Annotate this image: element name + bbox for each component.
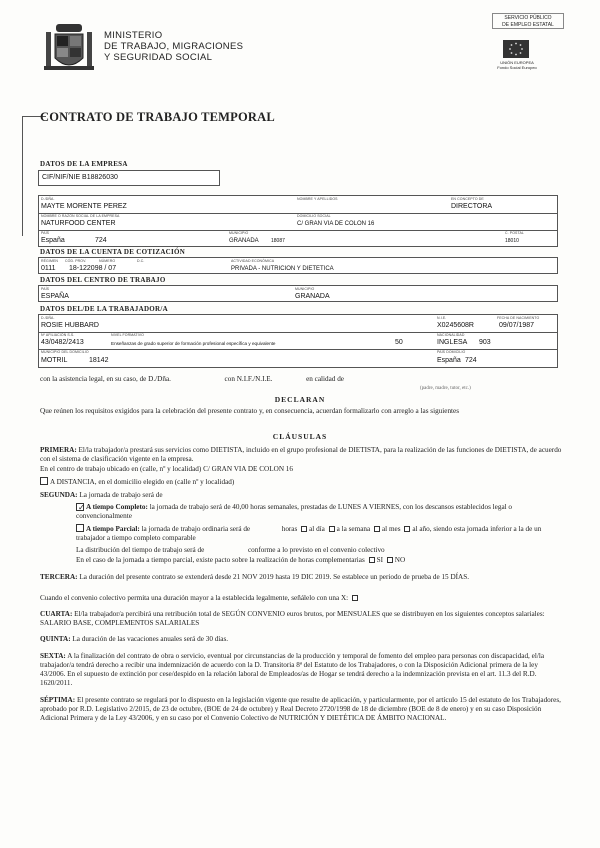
clause-sexta: SEXTA: A la finalización del contrato de obra o servicio, eventual por circunstancias de la producción y temporal de fomento del empleo para personas con discapacidad, el/la trabajador/a tendrá derecho a recibir una indemnización de acuerdo con la D. Transitoria 8ª del Estatuto de los Trabajadores, o con la Disposición Adicional primera de la ley 43/2006. En el supuesto de extinción por cese/despido en la relación laboral de Empleados/as de Hogar se tendrá derecho a la indemnización prevista en el art. 11.3 del R.D. 1620/2011. [40,652,545,687]
declaran-text: Que reúnen los requisitos exigidos para la celebración del presente contrato y, en consecuencia, acuerdan formalizarlo con arreglo a las siguientes [40,407,460,415]
section-title-empresa: DATOS DE LA EMPRESA [40,160,128,168]
workplace-city: GRANADA [295,293,330,300]
worker-name: ROSIE HUBBARD [41,322,99,329]
clause-cuarta: CUARTA: El/la trabajador/a percibirá una retribución total de SEGÚN CONVENIO euros brutos, por MENSUALES que se distribuyen en los siguientes conceptos salariales: SALARIO BASE, COMPLEMENTOS SALARIALES [40,610,545,627]
representative-name: MAYTE MORENTE PEREZ [41,203,127,210]
no-checkbox[interactable] [387,557,393,563]
worker-data-box [38,314,558,368]
full-time-checkbox[interactable] [76,503,84,511]
workplace-country: ESPAÑA [41,293,69,300]
remote-option: A DISTANCIA, en el domicilio elegido en (calle nº y localidad) [40,477,562,487]
company-country-code: 724 [95,237,107,244]
cotizacion-box [38,257,558,274]
label-nombre-empresa: D./DÑA. [41,197,55,201]
employment-service-box: SERVICIO PÚBLICO DE EMPLEO ESTATAL [492,13,564,29]
label-numero: NÚMERO [99,259,116,263]
label-municipio: MUNICIPIO [229,231,249,235]
ministry-name: MINISTERIO DE TRABAJO, MIGRACIONES Y SEGURIDAD SOCIAL [104,30,244,63]
label-pais-domicilio: PAÍS DOMICILIO [437,350,466,354]
label-nombre-apellidos: NOMBRE Y APELLIDOS [297,197,338,201]
clausulas-heading: CLÁUSULAS [272,432,328,441]
si-checkbox[interactable] [369,557,375,563]
label-centro-municipio: MUNICIPIO [295,287,315,291]
clause-primera-workplace: En el centro de trabajo ubicado en (calle, nº y localidad) C/ GRAN VIA DE COLON 16 [40,465,293,473]
worker-city: MOTRIL [41,357,68,364]
label-fecha-nacimiento: FECHA DE NACIMIENTO [497,316,540,320]
full-time-option: ✓A tiempo Completo: la jornada de trabajo será de 40,00 horas semanales, prestadas de LUNES A VIERNES, con los descansos establecidos legal o convencionalmente [76,503,562,521]
cif-box [38,170,220,186]
label-trabajador-nombre: D./DÑA. [41,316,55,320]
part-time-checkbox[interactable] [76,524,84,532]
economic-activity: PRIVADA - NUTRICION Y DIETETICA [231,266,334,272]
worker-ss-number: 43/0482/2413 [41,339,84,346]
remote-checkbox[interactable] [40,477,48,485]
cotizacion-account: 18-122098 / 07 [69,265,117,272]
per-day-checkbox[interactable] [301,526,307,532]
row-divider [39,230,557,231]
clause-quinta: QUINTA: La duración de las vacaciones anuales será de 30 días. [40,635,229,643]
label-dc: D.C. [137,259,145,263]
label-nivel-formativo: NIVEL FORMATIVO [111,333,145,337]
label-pais: PAÍS [41,231,50,235]
eu-flag-icon [503,40,529,58]
document-title: CONTRATO DE TRABAJO TEMPORAL [40,110,275,124]
coat-of-arms-icon [42,22,96,74]
section-title-cotizacion: DATOS DE LA CUENTA DE COTIZACIÓN [40,248,186,256]
worker-country: España [437,357,461,364]
worker-nationality: INGLESA [437,339,468,346]
label-nie: N.I.E. [437,316,447,320]
eu-caption: UNIÓN EUROPEA Fondo Social Europeo [497,60,537,70]
worker-education: Enseñanzas de grado superior de formación profesional específica y equivalente [111,341,276,346]
label-afiliacion: Nº AFILIACIÓN S.S. [41,333,75,337]
per-month-checkbox[interactable] [374,526,380,532]
legal-assistance-line: con la asistencia legal, en su caso, de D./Dña. con N.I.F./N.I.E. en calidad de [40,375,344,383]
clause-segunda: SEGUNDA: La jornada de trabajo será de [40,491,163,499]
company-city-code: 18087 [271,238,285,244]
label-cp: C. POSTAL [505,231,524,235]
company-city: GRANADA [229,238,259,244]
section-title-centro: DATOS DEL CENTRO DE TRABAJO [40,276,166,284]
clause-tercera: TERCERA: La duración del presente contrato se extenderá desde 21 NOV 2019 hasta 19 DIC 2019. Se establece un periodo de prueba de 15 DÍAS. [40,573,470,581]
row-divider [39,349,557,350]
per-year-checkbox[interactable] [404,526,410,532]
label-actividad: ACTIVIDAD ECONÓMICA [231,259,275,263]
label-razon-social: NOMBRE O RAZÓN SOCIAL DE LA EMPRESA [41,214,120,218]
worker-education-code: 50 [395,339,403,346]
company-country: España [41,237,65,244]
centro-box [38,285,558,302]
label-en-concepto: EN CONCEPTO DE [451,197,484,201]
label-centro-pais: PAÍS [41,287,50,291]
convenio-checkbox[interactable] [352,595,358,601]
company-cif: CIF/NIF/NIE B18826030 [42,174,118,181]
part-time-option: A tiempo Parcial: la jornada de trabajo ordinaria será de horas al día a la semana al mes al año, siendo esta jornada inferior a la de un trabajador a tiempo completo comparable [76,525,542,542]
complementary-hours: En el caso de la jornada a tiempo parcial, existe pacto sobre la realización de horas complementarias SI NO [76,556,406,564]
legal-assistance-hint: (padre, madre, tutor, etc.) [420,386,471,391]
label-nacionalidad: NACIONALIDAD [437,333,465,337]
part-time-distribution: La distribución del tiempo de trabajo será de conforme a lo previsto en el convenio colectivo [76,546,385,554]
label-regimen: RÉGIMEN [41,259,59,263]
worker-city-code: 18142 [89,357,109,364]
label-domicilio: DOMICILIO SOCIAL [297,214,331,218]
company-address: C/ GRAN VIA DE COLON 16 [297,221,375,227]
clause-primera: PRIMERA: El/la trabajador/a prestará sus servicios como DIETISTA, incluido en el grupo profesional de DIETISTA, para la realización de las funciones de DIETISTA, de acuerdo con el sistema de clasificación vigente en la empresa. [40,446,562,463]
declaran-heading: DECLARAN [274,395,326,404]
company-name: NATURFOOD CENTER [41,220,116,227]
representative-role: DIRECTORA [451,203,493,210]
worker-country-code: 724 [465,357,477,364]
section-title-trabajador: DATOS DEL/DE LA TRABAJADOR/A [40,305,169,313]
clause-tercera-convenio: Cuando el convenio colectivo permita una duración mayor a la establecida legalmente, señálelo con una X: [40,594,562,603]
worker-nie: X0245608R [437,322,474,329]
label-cod-prov: CÓD. PROV. [65,259,87,263]
worker-nationality-code: 903 [479,339,491,346]
cotizacion-regimen: 0111 [41,265,56,272]
per-week-checkbox[interactable] [329,526,335,532]
company-postal-code: 18010 [505,238,519,244]
company-data-box [38,195,558,247]
clause-septima: SÉPTIMA: El presente contrato se regulará por lo dispuesto en la legislación vigente que resulte de aplicación, y particularmente, por el artículo 15 del estatuto de los Trabajadores, aprobado por R.D. Legislativo 2/2015, de 23 de octubre, (BOE de 24 de octubre) y Real Decreto 2720/1998 de 18 de diciembre (BOE de 8 de enero) y en su caso Disposición Adicional Primera y de la Ley 43/2006, y en su caso por el Convenio Colectivo de NUTRICIÓN Y DIETÉTICA DE ÁMBITO NACIONAL. [40,696,561,722]
worker-birthdate: 09/07/1987 [499,322,535,329]
label-municipio-domicilio: MUNICIPIO DEL DOMICILIO [41,350,89,354]
